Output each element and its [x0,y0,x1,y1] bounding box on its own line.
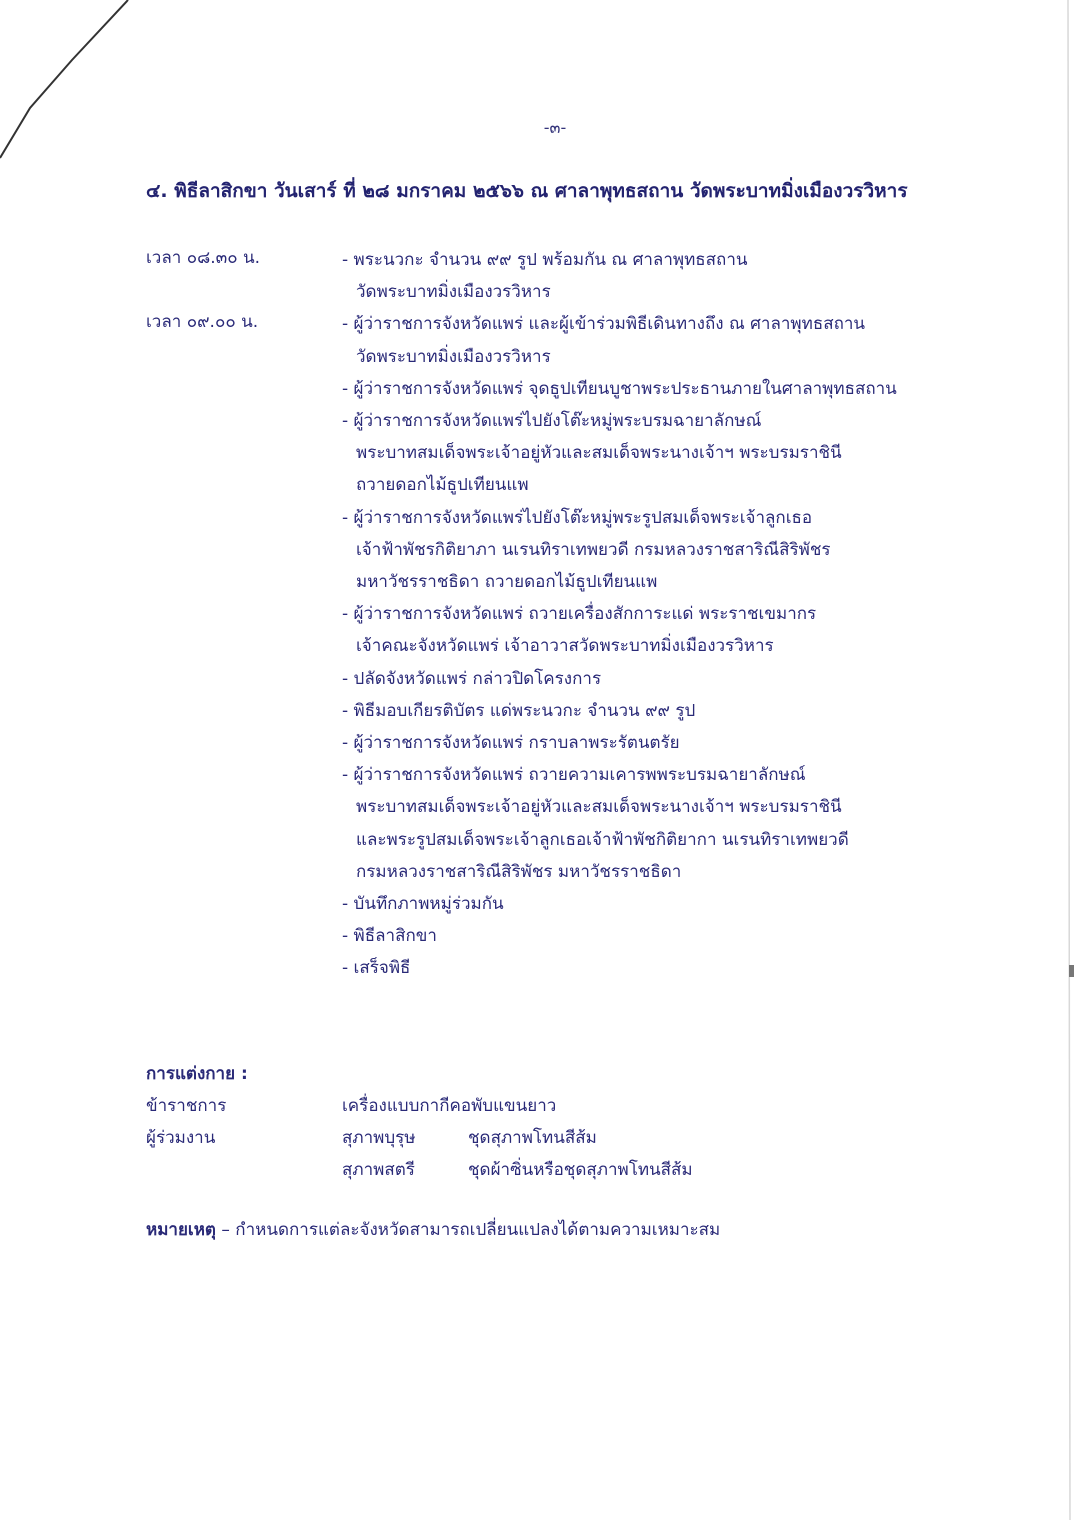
schedule-item-continued: พระบาทสมเด็จพระเจ้าอยู่หัวและสมเด็จพระนางเจ้าฯ พระบรมราชินี [356,797,842,818]
attire-detail: สุภาพสตรี [342,1160,415,1180]
page-number: -๓- [543,118,567,137]
attire-heading: การแต่งกาย : [146,1064,248,1084]
scan-edge-line [0,0,140,170]
attire-dress: ชุดสุภาพโทนสีส้ม [468,1128,597,1148]
schedule-row [146,244,946,308]
remark-label: หมายเหตุ [146,1220,216,1240]
attire-who: ข้าราชการ [146,1096,227,1116]
attire-who: ผู้ร่วมงาน [146,1128,216,1148]
schedule-item-continued: เจ้าฟ้าพัชรกิติยาภา นเรนทิราเทพยวดี กรมหลวงราชสาริณีสิริพัชร [356,539,831,560]
schedule-row [146,308,946,984]
schedule-item: - ปลัดจังหวัดแพร่ กล่าวปิดโครงการ [342,668,602,689]
remark [146,1216,720,1243]
attire-row [146,1090,946,1122]
schedule-item: - บันทึกภาพหมู่ร่วมกัน [342,894,504,915]
attire-section [146,1058,946,1186]
remark-text: – กำหนดการแต่ละจังหวัดสามารถเปลี่ยนแปลงได้ตามความเหมาะสม [215,1220,721,1240]
attire-dress: ชุดผ้าซิ่นหรือชุดสุภาพโทนสีส้ม [468,1160,693,1180]
attire-detail: เครื่องแบบกากีคอพับแขนยาว [342,1096,557,1116]
attire-row [146,1154,946,1186]
schedule-item: - พิธีมอบเกียรติบัตร แด่พระนวกะ จำนวน ๙๙ รูป [342,700,696,721]
schedule-item-continued: ถวายดอกไม้ธูปเทียนแพ [356,475,529,496]
schedule-item-continued: มหาวัชรราชธิดา ถวายดอกไม้ธูปเทียนแพ [356,572,658,593]
time-label: เวลา ๐๘.๓๐ น. [146,248,261,268]
schedule-item-continued: เจ้าคณะจังหวัดแพร่ เจ้าอาวาสวัดพระบาทมิ่งเมืองวรวิหาร [356,636,774,657]
attire-row [146,1122,946,1154]
schedule-item-continued: วัดพระบาทมิ่งเมืองวรวิหาร [356,282,551,303]
time-label: เวลา ๐๙.๐๐ น. [146,312,259,333]
schedule-item: - พระนวกะ จำนวน ๙๙ รูป พร้อมกัน ณ ศาลาพุทธสถาน [342,250,748,270]
page-right-edge [1062,0,1076,1520]
schedule-item: - ผู้ว่าราชการจังหวัดแพร่ไปยังโต๊ะหมู่พระรูปสมเด็จพระเจ้าลูกเธอ [342,507,813,528]
schedule [146,244,946,985]
schedule-item: - ผู้ว่าราชการจังหวัดแพร่ กราบลาพระรัตนตรัย [342,733,680,754]
schedule-item: - ผู้ว่าราชการจังหวัดแพร่ และผู้เข้าร่วมพิธีเดินทางถึง ณ ศาลาพุทธสถาน [342,314,866,335]
section-heading: ๔. พิธีลาสิกขา วันเสาร์ ที่ ๒๘ มกราคม ๒๕๖๖ ณ ศาลาพุทธสถาน วัดพระบาทมิ่งเมืองวรวิหาร [146,180,908,202]
schedule-item-continued: วัดพระบาทมิ่งเมืองวรวิหาร [356,346,551,367]
schedule-item: - ผู้ว่าราชการจังหวัดแพร่ จุดธูปเทียนบูชาพระประธานภายในศาลาพุทธสถาน [342,378,897,399]
schedule-item-continued: พระบาทสมเด็จพระเจ้าอยู่หัวและสมเด็จพระนางเจ้าฯ พระบรมราชินี [356,443,842,464]
schedule-item-continued: กรมหลวงราชสาริณีสิริพัชร มหาวัชรราชธิดา [356,861,682,882]
attire-detail: สุภาพบุรุษ [342,1128,416,1148]
schedule-item-continued: และพระรูปสมเด็จพระเจ้าลูกเธอเจ้าฟ้าพัชกิติยากา นเรนทิราเทพยวดี [356,829,849,850]
schedule-item: - ผู้ว่าราชการจังหวัดแพร่ ถวายความเคารพพระบรมฉายาลักษณ์ [342,765,806,786]
schedule-item: - พิธีลาสิกขา [342,926,437,947]
schedule-item: - ผู้ว่าราชการจังหวัดแพร่ไปยังโต๊ะหมู่พระบรมฉายาลักษณ์ [342,411,762,432]
schedule-item: - เสร็จพิธี [342,958,411,979]
schedule-item: - ผู้ว่าราชการจังหวัดแพร่ ถวายเครื่องสักการะแด่ พระราชเขมากร [342,604,817,625]
